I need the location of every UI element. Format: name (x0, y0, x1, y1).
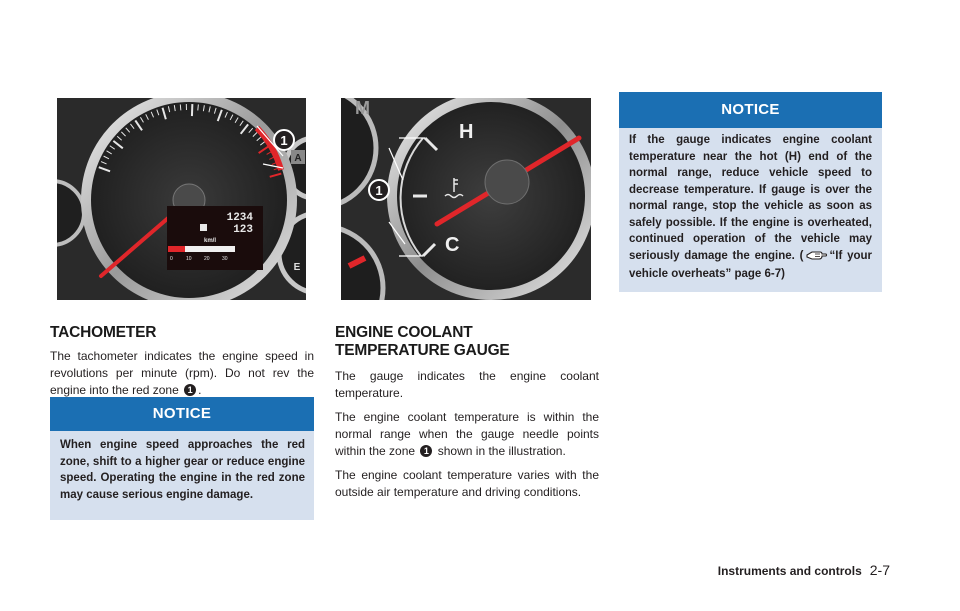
scale-20: 20 (204, 256, 210, 262)
page-footer (718, 562, 890, 578)
reference-hand-icon (806, 249, 828, 267)
coolant-p2-text: The engine coolant temperature is within the normal range when the gauge needle points within the zone (335, 410, 599, 458)
tachometer-photo (57, 98, 306, 300)
coolant-p2-text-end: shown in the illustration. (437, 444, 566, 458)
tach-tick (198, 104, 199, 110)
tach-readout-line2: 123 (233, 224, 253, 236)
tach-tick (180, 104, 181, 110)
notice-header: NOTICE (619, 92, 882, 128)
coolant-gauge-photo (341, 98, 591, 300)
fuel-pump-icon (200, 224, 207, 231)
scale-10: 10 (186, 256, 192, 262)
scale-30: 30 (222, 256, 228, 262)
side-letter-a: A (294, 153, 302, 164)
zone-marker: 1 (420, 445, 432, 457)
tachometer-paragraph (50, 348, 314, 399)
coolant-callout-marker: 1 (375, 183, 383, 198)
notice-header: NOTICE (50, 397, 314, 431)
tachometer-heading: TACHOMETER (50, 324, 157, 341)
corner-letter: M (355, 98, 370, 118)
page-number: 2-7 (869, 562, 890, 578)
notice-text (619, 128, 882, 283)
coolant-paragraph-1: The gauge indicates the engine coolant temperature. (335, 369, 599, 400)
notice-text: When engine speed approaches the red zone, shift to a higher gear or reduce engine speed. Operating the engine in the red zone may cause serious engine damage. (60, 439, 305, 501)
section-name: Instruments and controls (717, 564, 862, 578)
tachometer-text: The tachometer indicates the engine speed in revolutions per minute (rpm). Do not rev the engine into the red zone (50, 349, 314, 397)
tachometer-notice (50, 397, 314, 520)
notice-reference: “If your vehicle overheats” page 6-7) (629, 249, 873, 280)
coolant-heading: ENGINE COOLANT TEMPERATURE GAUGE (335, 324, 510, 359)
tachometer-text-end: . (198, 383, 202, 397)
zone-marker: 1 (184, 384, 196, 396)
notice-text-main: If the gauge indicates engine coolant temperature near the hot (H) end of the normal range, reduce vehicle speed to decrease temperature. If gauge is over the normal range, stop the vehicle as soon as safely possible. If the engine is overheated, continued operation of the vehicle may seriously damage the engine. ( (629, 134, 872, 262)
tach-readout-line1: 1234 (226, 212, 253, 224)
tach-callout-marker: 1 (280, 133, 288, 148)
tach-unit: km/l (203, 238, 217, 244)
coolant-notice (619, 92, 882, 292)
coolant-section (335, 324, 599, 508)
coolant-paragraph-2 (335, 409, 599, 460)
cold-label: C (445, 234, 460, 256)
hot-label: H (459, 121, 474, 143)
coolant-paragraph-3: The engine coolant temperature varies with the outside air temperature and driving conditions. (335, 468, 599, 499)
side-letter-e: E (293, 262, 301, 273)
tachometer-section (50, 324, 314, 406)
scale-0: 0 (170, 256, 173, 262)
